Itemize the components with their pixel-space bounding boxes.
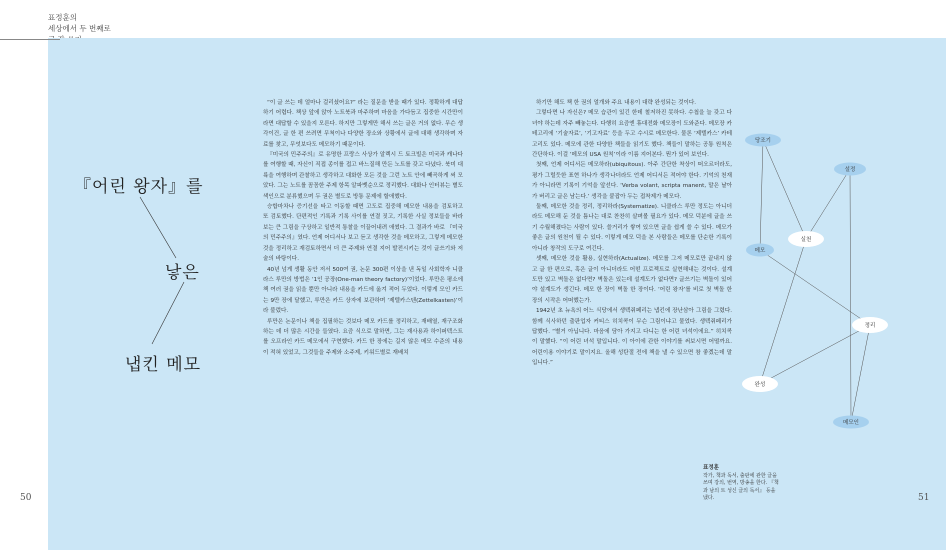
title-line-1: 『어린 왕자』를 bbox=[74, 177, 204, 197]
paragraph: 루만은 논문이나 책을 집필하는 것보다 메모 카드를 정리하고, 재배열, 재구조화하는 데 더 많은 시간을 들였다. 요즘 식으로 말하면, 그는 재사용과 하이퍼텍스트를 오프라인 카드 메모에서 구현했다. 카드 한 장에는 길지 않은 메모 수준의 내용이 적혀 있었고, 그것들을 주제와 소주제, 키워드별로 재배치 bbox=[263, 318, 463, 356]
paragraph: 첫째, 언제 어디서든 메모하라(ubiquitous). 아주 간단한 착상이 떠오르더라도, 평가 그럴듯한 표현 하나가 생각나더라도 언제 어디서든 적어야 한다. 기억의 천재가 아니라면 기록이 기억을 앞선다. ‘Verba volant, scripta manent, 말은 날아가 버리고 글은 남는다.’ 생각을 붙잡아 두는 접착제가 메모다. bbox=[532, 162, 732, 200]
paragraph: 하기만 해도 책 한 권의 얼개와 주요 내용이 대략 완성되는 것이다. bbox=[536, 100, 697, 106]
paragraph: 둘째, 메모한 것을 정리, 정리하라(Systematize). 니클라스 루만 정도는 아니더라도 메모해 둔 것을 틈나는 대로 찬찬히 살펴볼 필요가 있다. 메모 덕분에 글을 쓰기 수월해졌다는 사람이 있다. 쓸거리가 쌓여 있으면 글을 쉽게 쓸 수 있다. 메모가 좋은 글의 원천이 될 수 있다. 이렇게 메모 덕을 본 사람들은 메모를 단순한 기록이 아니라 창작의 도구로 여긴다. bbox=[532, 204, 732, 252]
header-line: 표정훈의 bbox=[48, 13, 77, 22]
title-line-2: 낳은 bbox=[165, 263, 200, 283]
node-label: 실천 bbox=[800, 237, 812, 243]
node-label: 메모인 bbox=[843, 420, 859, 426]
author-note bbox=[703, 465, 779, 503]
node-label: 정리 bbox=[864, 323, 876, 329]
paragraph: “이 글 쓰는 데 얼마나 걸리셨어요?” 라는 질문을 받을 때가 있다. 정확하게 대답하기 어렵다. 책상 앞에 앉아 노트북과 마주하며 마음을 가다듬고 집중한 시간만이라면 대답할 수 있을지 모른다. 하지만 그렇게만 해서 쓰는 글은 거의 없다. 무슨 생각이건, 글 한 편 쓰려면 무척이나 다양한 장소와 상황에서 글에 대해 생각하며 자료를 찾고, 무엇보다도 메모하기 때문이다. bbox=[263, 100, 463, 148]
author-name: 표정훈 bbox=[703, 465, 719, 471]
paragraph: 그렇다면 나 자신은? 메모 습관이 있긴 한데 철저하진 못하다. 수첩을 늘 갖고 다녀야 하는데 자주 빼놓는다. 다행히 요즘엔 휴대전화 메모장이 도와준다. 메모장 카테고리에 ‘기술자료’, ‘기고자료’ 등을 두고 수시로 메모한다. 물론 ‘제텔카스’ 카테고리도 있다. 메모에 관한 다양한 책들을 읽기도 했다. 책들이 말하는 공통 원칙은 간단하다. 이걸 ‘메모의 USA 원칙’이라 이름 지어본다. 뭔가 있어 보인다. bbox=[532, 110, 732, 159]
paragraph: 셋째, 메모한 것을 활용, 실현하라(Actualize). 메모를 그저 메모로만 끝내지 않고 글 한 편으로, 혹은 글이 아니더라도 어떤 프로젝트로 실현해내는 것이다. 설계도만 있고 벽돌은 없다면? 벽돌은 있는데 설계도가 없다면? 글쓰기는 벽돌이 있어야 설계도가 생긴다. 메모 한 장이 벽돌 한 장이다. ‘어린 왕자’를 비로 첫 벽돌 한 장의 시작은 어떠했는가. bbox=[532, 256, 732, 304]
node-label: 완성 bbox=[754, 382, 766, 388]
header-line: 세상에서 두 번째로 bbox=[48, 24, 111, 33]
paragraph: 『미국의 민주주의』로 유명한 프랑스 사상가 알렉시 드 토크빌은 미국과 캐나다를 여행할 때, 자신이 직접 종이를 접고 바느질해 만든 노트를 갖고 다녔다. 북미 대륙을 여행하며 관찰하고 생각하고 대화한 모든 것을 그런 노트 안에 빼곡하게 써 모았다. 그는 노트를 꼼꼼한 주제 항목 알파벳순으로 정리했다. 대화나 인터뷰는 별도 색인으로 분류했으며 두 권은 별도로 방통 문제에 할애했다. bbox=[263, 152, 463, 200]
paragraph: 승합마차나 증기선을 타고 이동할 때면 고도로 집중해 메모한 내용을 검토하고 또 검토했다. 단편적인 기록과 기록 사이를 연결 짓고, 기록한 사실 정보들을 바라보는 큰 그림을 구상하고 일반적 통찰을 이끌어내려 애썼다. 그 결과가 바로 『미국의 민주주의』였다. 언제 어디서나 보고 듣고 생각한 것을 메모하고, 그렇게 메모한 것을 정리하고 재검토하면서 더 큰 주제와 연결 지어 발전시키는 것이 글쓰기와 저술의 바탕이다. bbox=[263, 204, 463, 263]
title-line-3: 냅킨 메모 bbox=[125, 355, 202, 375]
author-bio: 작가, 책과 독서, 출판에 관한 글을 쓰며 강의, 번역, 방송을 한다. 『책과 남의 트 성신 글의 독서』 등을 냈다. bbox=[703, 472, 779, 501]
paragraph: 1942년 초 뉴욕의 어느 식당에서 생텍쥐페리는 냅킨에 장난삼아 그림을 그렸다. 함께 식사하던 출판업자 커티스 히치콕이 무슨 그림이냐고 물었다. 생텍쥐페리가 답했다. “별거 아닙니다. 마음에 담아 가지고 다니는 한 어린 녀석이에요.” 히치콕이 말했다. “이 어린 녀석 말입니다. 이 아이에 관한 이야기를 써보시면 어떨까요. 어린이용 이야기로 말이지요. 올해 성탄절 전에 책을 낼 수 있으면 참 좋겠는데 말입니다.” bbox=[532, 308, 732, 367]
page-number-left: 50 bbox=[20, 493, 32, 503]
node-label: 메모 bbox=[754, 248, 766, 254]
paragraph: 40년 넘게 생활 동안 저서 500여 권, 논문 300편 이상을 낸 독일 사회학자 니클라스 루만의 방법은 ‘1인 공장(One-man theory factory)’이었다. 루만은 평소에 책 여러 권을 읽을 뿐만 아니라 내용을 카드에 옮겨 적어 두었다. 이렇게 모인 카드는 9만 장에 달했고, 루만은 카드 상자에 보관하며 ‘제텔카스텐(Zettelkasten)’이라 불렀다. bbox=[263, 266, 463, 315]
page-number-right: 51 bbox=[918, 493, 930, 503]
node-label: 당조기 bbox=[755, 138, 771, 144]
node-label: 설정 bbox=[844, 167, 856, 173]
